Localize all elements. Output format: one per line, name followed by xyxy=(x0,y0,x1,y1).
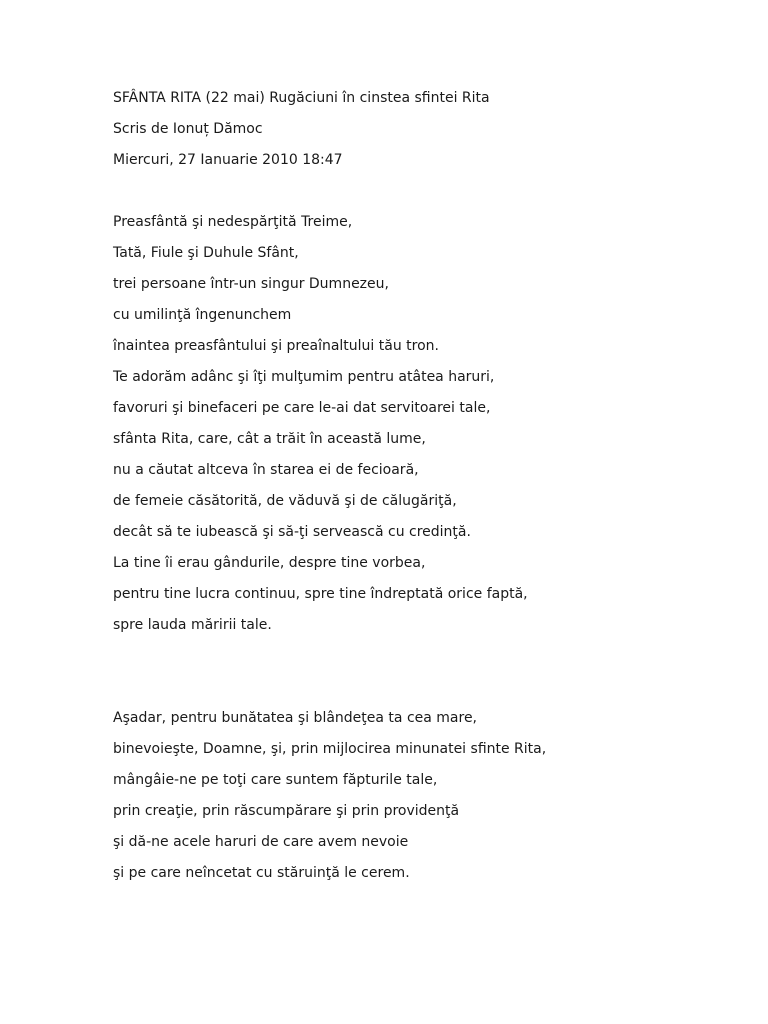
stanza-2-line: şi pe care neîncetat cu stăruinţă le cerem. xyxy=(113,865,410,881)
stanza-2-line: şi dă-ne acele haruri de care avem nevoie xyxy=(113,834,409,850)
document-author: Scris de Ionuț Dămoc xyxy=(113,121,263,137)
stanza-2-line: prin creaţie, prin răscumpărare şi prin providenţă xyxy=(113,803,460,819)
stanza-1-line: cu umilinţă îngenunchem xyxy=(113,307,292,323)
stanza-1-line: nu a căutat altceva în starea ei de fecioară, xyxy=(113,462,419,478)
stanza-2-line: mângâie-ne pe toţi care suntem făpturile tale, xyxy=(113,772,438,788)
stanza-1-line: favoruri şi binefaceri pe care le-ai dat servitoarei tale, xyxy=(113,400,491,416)
stanza-1-line: înaintea preasfântului şi preaînaltului tău tron. xyxy=(113,338,439,354)
stanza-1-line: pentru tine lucra continuu, spre tine îndreptată orice faptă, xyxy=(113,586,528,602)
stanza-1-line: sfânta Rita, care, cât a trăit în această lume, xyxy=(113,431,426,447)
stanza-1-line: spre lauda măririi tale. xyxy=(113,617,272,633)
stanza-1-line: Preasfântă şi nedespărţită Treime, xyxy=(113,214,353,230)
stanza-2-line: binevoieşte, Doamne, şi, prin mijlocirea minunatei sfinte Rita, xyxy=(113,741,547,757)
stanza-1-line: de femeie căsătorită, de văduvă şi de călugăriţă, xyxy=(113,493,457,509)
stanza-1-line: trei persoane într-un singur Dumnezeu, xyxy=(113,276,389,292)
stanza-1-line: La tine îi erau gândurile, despre tine vorbea, xyxy=(113,555,426,571)
document-title: SFÂNTA RITA (22 mai) Rugăciuni în cinstea sfintei Rita xyxy=(113,90,490,106)
stanza-1-line: Tată, Fiule şi Duhule Sfânt, xyxy=(113,245,299,261)
document-date: Miercuri, 27 Ianuarie 2010 18:47 xyxy=(113,152,343,168)
stanza-2-line: Aşadar, pentru bunătatea şi blândeţea ta cea mare, xyxy=(113,710,478,726)
stanza-1-line: Te adorăm adânc şi îţi mulţumim pentru atâtea haruri, xyxy=(113,369,495,385)
stanza-1-line: decât să te iubească şi să-ţi servească cu credinţă. xyxy=(113,524,471,540)
